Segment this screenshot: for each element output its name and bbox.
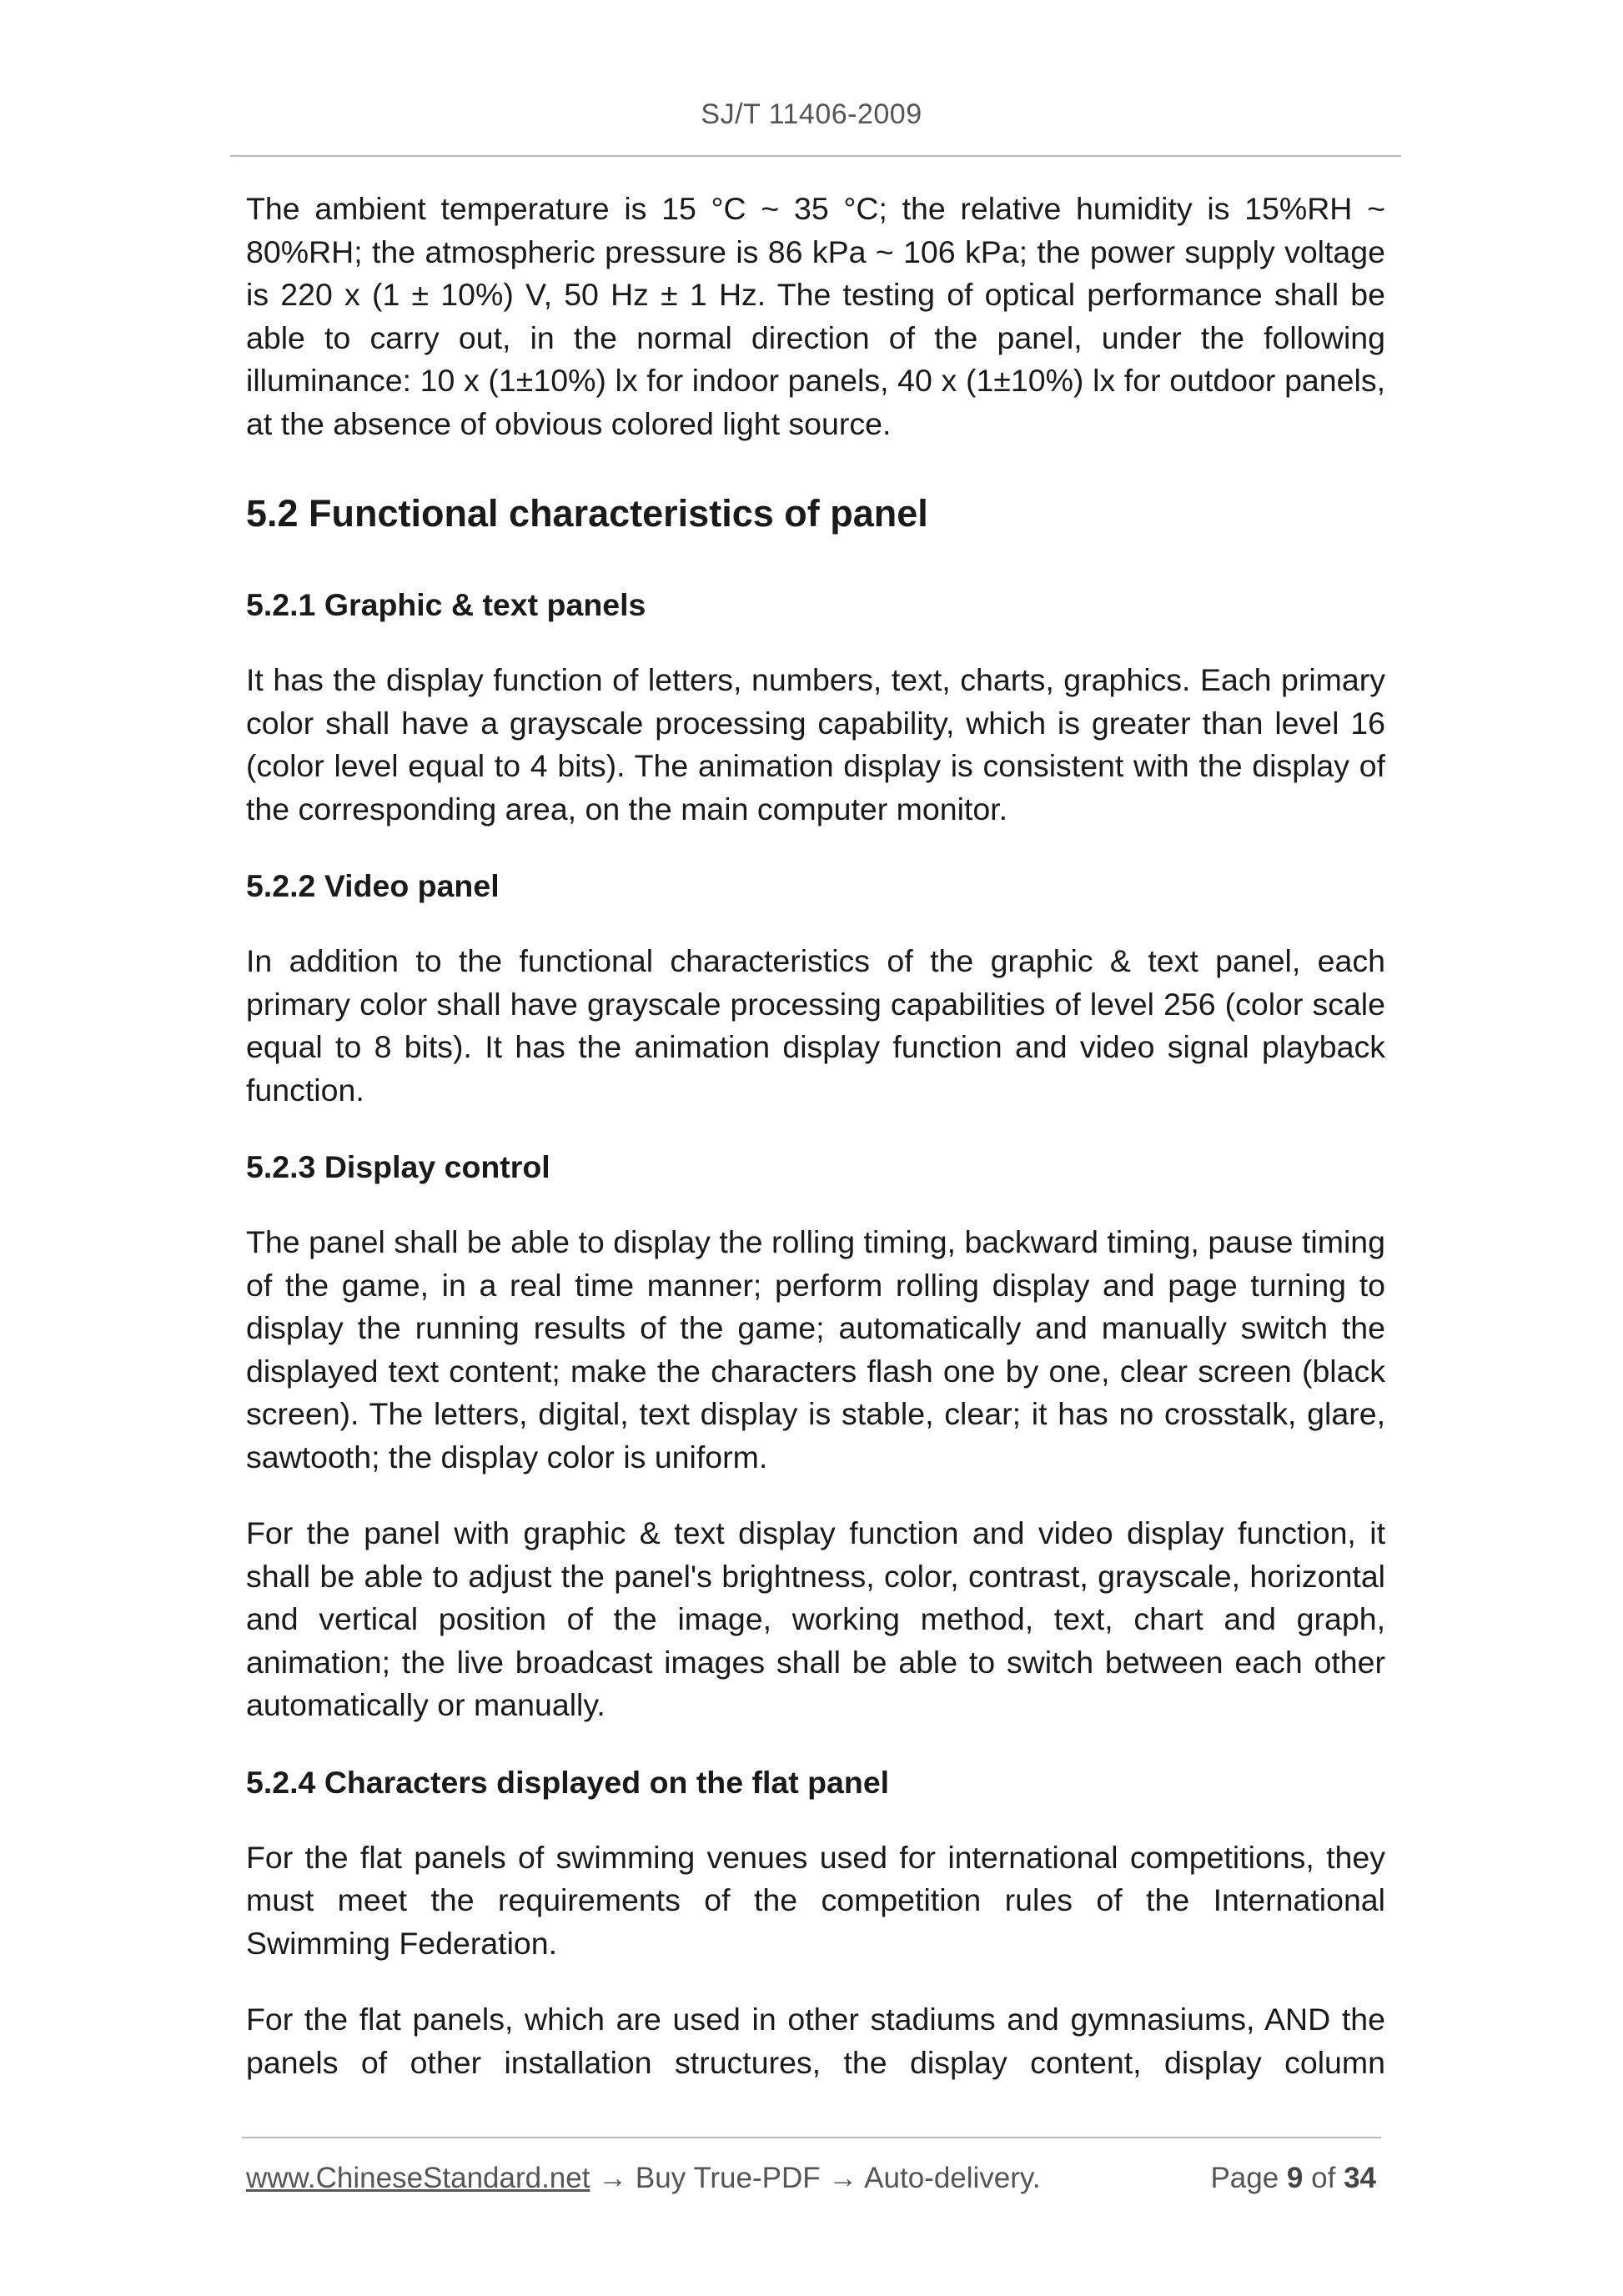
page-indicator xyxy=(1210,2158,1376,2198)
footer-divider xyxy=(242,2137,1381,2138)
footer-tagline: → Buy True-PDF → Auto-delivery. xyxy=(590,2162,1041,2194)
page-total: 34 xyxy=(1344,2162,1376,2194)
page-footer xyxy=(246,2158,1376,2198)
section-5-2-3-paragraph-1: The panel shall be able to display the rolling timing, backward timing, pause timing of the game, in a real time manner; perform rolling display and page turning to display the running results of the game; automatically and manually switch the displayed text content; make the characters flash one by one, clear screen (black screen). The letters, digital, text display is stable, clear; it has no crosstalk, glare, sawtooth; the display color is uniform. xyxy=(246,1224,1385,1475)
section-5-2-2-paragraph: In addition to the functional characteristics of the graphic & text panel, each primary color shall have grayscale processing capabilities of level 256 (color scale equal to 8 bits). It has the animation display function and video signal playback function. xyxy=(246,943,1385,1108)
section-5-2-2-heading: 5.2.2 Video panel xyxy=(246,868,500,903)
of-label: of xyxy=(1311,2162,1336,2194)
section-5-2-4-paragraph-2: For the flat panels, which are used in other stadiums and gymnasiums, AND the panels of other installation structures, the display content, display column xyxy=(246,2002,1385,2080)
page-label: Page xyxy=(1210,2162,1279,2194)
section-5-2-4-paragraph-1: For the flat panels of swimming venues used for international competitions, they must meet the requirements of the competition rules of the International Swimming Federation. xyxy=(246,1839,1385,1961)
section-5-2-3-heading: 5.2.3 Display control xyxy=(246,1149,550,1184)
header-divider xyxy=(230,155,1401,157)
section-5-2-4-heading: 5.2.4 Characters displayed on the flat panel xyxy=(246,1764,890,1800)
section-5-2-heading: 5.2 Functional characteristics of panel xyxy=(246,492,928,535)
section-5-2-1-heading: 5.2.1 Graphic & text panels xyxy=(246,587,646,622)
chinesestandard-link[interactable]: www.ChineseStandard.net xyxy=(246,2162,590,2194)
document-code-header: SJ/T 11406-2009 xyxy=(701,98,922,130)
page-content xyxy=(246,188,1385,2084)
intro-paragraph: The ambient temperature is 15 °C ~ 35 °C; the relative humidity is 15%RH ~ 80%RH; the atmospheric pressure is 86 kPa ~ 106 kPa; the power supply voltage is 220 x (1 ± 10%) V, 50 Hz ± 1 Hz. The testing of optical performance shall be able to carry out, in the normal direction of the panel, under the following illuminance: 10 x (1±10%) lx for indoor panels, 40 x (1±10%) lx for outdoor panels, at the absence of obvious colored light source. xyxy=(246,191,1385,441)
section-5-2-1-paragraph: It has the display function of letters, numbers, text, charts, graphics. Each primary color shall have a grayscale processing capability, which is greater than level 16 (color level equal to 4 bits). The animation display is consistent with the display of the corresponding area, on the main computer monitor. xyxy=(246,662,1385,826)
section-5-2-3-paragraph-2: For the panel with graphic & text display function and video display function, it shall be able to adjust the panel's brightness, color, contrast, grayscale, horizontal and vertical position of the image, working method, text, chart and graph, animation; the live broadcast images shall be able to switch between each other automatically or manually. xyxy=(246,1515,1385,1722)
page-number: 9 xyxy=(1286,2162,1304,2194)
